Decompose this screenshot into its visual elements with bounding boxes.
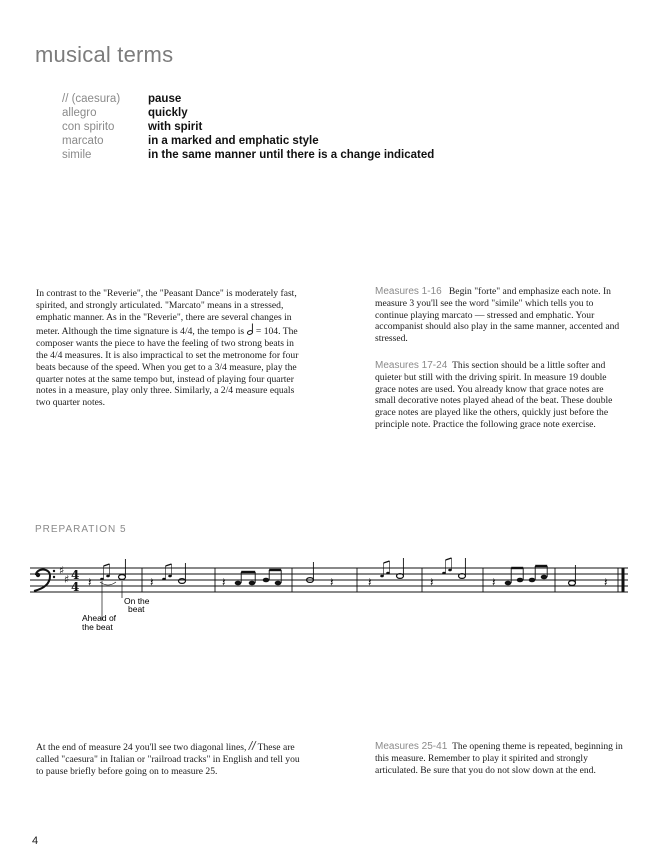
svg-text:𝄽: 𝄽	[604, 575, 608, 589]
half-note-icon	[247, 323, 254, 335]
page-number: 4	[32, 835, 39, 847]
term-row	[62, 92, 434, 106]
term-name: con spirito	[62, 121, 115, 133]
svg-text:𝄽: 𝄽	[222, 575, 226, 589]
measures-25-41-lead: Measures 25-41	[375, 741, 448, 752]
svg-text:𝄽: 𝄽	[88, 575, 92, 589]
term-name: allegro	[62, 107, 97, 119]
term-row	[62, 120, 434, 134]
term-definition: quickly	[148, 107, 188, 119]
intro-paragraph	[36, 288, 302, 409]
ahead-of-beat-label-line1: Ahead of	[82, 613, 117, 623]
term-name: simile	[62, 149, 92, 161]
term-row	[62, 134, 434, 148]
svg-text:4: 4	[71, 568, 80, 582]
terms-list	[62, 92, 434, 162]
measures-1-16-text: Begin "forte" and emphasize each note. In measure 3 you'll see the word "simile" which tells you to continue playing marcato — stressed and emphatic. Your accompanist should also play in the same manner, accented and stressed.	[375, 286, 620, 345]
intro-text-before: In contrast to the "Reverie", the "Peasant Dance" is moderately fast, spirited, and strongly articulated. "Marcato" means in a stressed, emphatic manner. As in the "Reverie", there are several changes in meter. Although the time signature is 4/4, the tempo is	[36, 288, 297, 338]
on-the-beat-label-line1: On the	[124, 596, 150, 606]
caesura-paragraph	[36, 741, 302, 777]
measures-1-16-lead: Measures 1-16	[375, 286, 442, 297]
term-definition: in the same manner until there is a change indicated	[148, 149, 435, 161]
svg-text:𝄽: 𝄽	[150, 575, 154, 589]
svg-text:𝄽: 𝄽	[330, 575, 334, 589]
svg-text:𝄽: 𝄽	[492, 575, 496, 589]
on-the-beat-label-line2: beat	[128, 604, 145, 614]
svg-text:𝄽: 𝄽	[368, 575, 372, 589]
measures-17-24-paragraph	[375, 360, 625, 431]
measures-25-41-paragraph	[375, 741, 625, 776]
preparation-label: PREPARATION 5	[35, 524, 127, 535]
page-title: musical terms	[35, 42, 174, 67]
caesura-symbol: //	[248, 739, 256, 753]
svg-text:4: 4	[71, 580, 80, 594]
svg-text:♯: ♯	[64, 573, 70, 586]
term-definition: with spirit	[148, 121, 203, 133]
svg-text:♯: ♯	[59, 564, 65, 577]
notes	[88, 558, 608, 589]
music-staff	[30, 548, 630, 638]
term-name: // (caesura)	[62, 93, 121, 105]
time-signature-icon	[71, 568, 79, 594]
term-definition: in a marked and emphatic style	[148, 135, 319, 147]
measures-25-41-text: The opening theme is repeated, beginning in this measure. Remember to play it spirited and strongly articulated. Be sure that you do not slow down at the end.	[375, 741, 623, 776]
intro-text-after: = 104. The composer wants the piece to have the feeling of two strong beats in the 4/4 measures. It is also impractical to set the metronome for four beats because of the speed. When you get to a 3/4 measure, play the quarter notes at the same tempo but, instead of playing four quarter notes in a measure, play only three. Similarly, a 2/4 measure equals two quarter notes.	[36, 326, 299, 409]
term-row	[62, 106, 434, 120]
caesura-text-before: At the end of measure 24 you'll see two diagonal lines,	[36, 742, 249, 753]
svg-text:𝄽: 𝄽	[430, 575, 434, 589]
term-row	[62, 148, 434, 162]
key-signature-icon	[59, 564, 69, 586]
caesura-text-after: These are called "caesura" in Italian or "railroad tracks" in English and tell you to pause briefly before going on to measure 25.	[36, 742, 300, 777]
measures-1-16-paragraph	[375, 286, 625, 345]
staff-lines	[30, 568, 628, 592]
measures-17-24-lead: Measures 17-24	[375, 360, 448, 371]
term-name: marcato	[62, 135, 104, 147]
measures-17-24-text: This section should be a little softer and quieter but still with the driving spirit. In measure 19 double grace notes are used. You already know that grace notes are small decorative notes played ahead of the beat. These double grace notes are played like the others, quickly just before the principle note. Practice the following grace note exercise.	[375, 360, 613, 430]
term-definition: pause	[148, 93, 182, 105]
ahead-of-beat-label-line2: the beat	[82, 622, 113, 632]
